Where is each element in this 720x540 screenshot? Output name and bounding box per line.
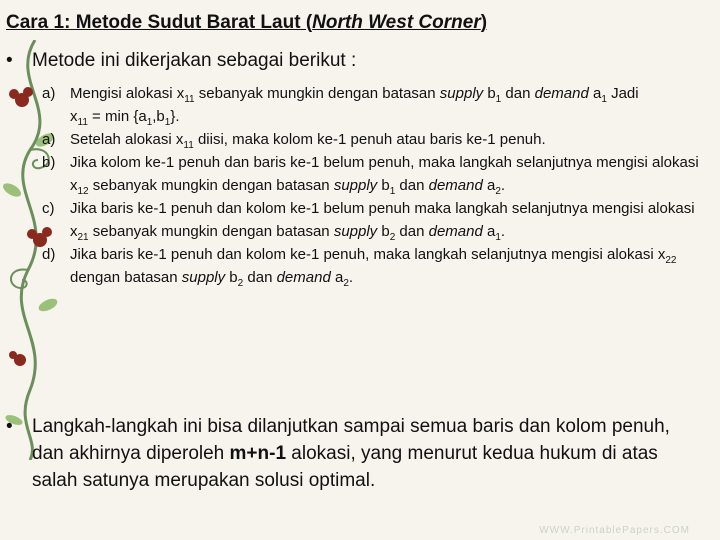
step-item: a) Setelah alokasi $x_{11}$ diisi, maka kolom ke-1 penuh atau baris ke-1 penuh. [42, 128, 714, 151]
steps-list [42, 82, 714, 289]
bullet-icon: • [6, 416, 13, 437]
conclusion-text: Langkah-langkah ini bisa dilanjutkan sampai semua baris dan kolom penuh, dan akhirnya diperoleh m+n-1 alokasi, yang menurut kedua hukum di atas salah satunya merupakan solusi optimal. [32, 416, 670, 491]
step-item: d) Jika baris ke-1 penuh dan kolom ke-1 penuh, maka langkah selanjutnya mengisi alokasi $x_{22}$ dengan batasan supply $b_2$ dan demand $a_2$. [42, 243, 714, 289]
title-close: ) [480, 12, 488, 33]
bullet-icon: • [6, 50, 13, 71]
page-title [6, 12, 487, 34]
step-item: a) Mengisi alokasi $x_{11}$ sebanyak mungkin dengan batasan supply $b_1$ dan demand $a_1$ Jadi $x_{11} = \min \{a_1,b_1\}$. [42, 82, 714, 128]
intro-bullet [6, 50, 356, 72]
step-item: c) Jika baris ke-1 penuh dan kolom ke-1 belum penuh maka langkah selanjutnya mengisi alokasi $x_{21}$ sebanyak mungkin dengan batasan supply $b_2$ dan demand $a_1$. [42, 197, 714, 243]
step-label: c) [42, 200, 55, 217]
step-label: a) [42, 131, 56, 148]
intro-text: Metode ini dikerjakan sebagai berikut : [32, 50, 357, 71]
conclusion-bullet [6, 413, 706, 494]
step-label: b) [42, 154, 56, 171]
step-item: b) Jika kolom ke-1 penuh dan baris ke-1 belum penuh, maka langkah selanjutnya mengisi alokasi $x_{12}$ sebanyak mungkin dengan batasan supply $b_1$ dan demand $a_2$. [42, 151, 714, 197]
watermark: WWW.PrintablePapers.COM [539, 525, 690, 536]
title-italic: North West Corner [312, 12, 481, 33]
title-main: Cara 1: Metode Sudut Barat Laut ( [6, 12, 313, 33]
step-label: a) [42, 85, 56, 102]
step-label: d) [42, 246, 56, 263]
